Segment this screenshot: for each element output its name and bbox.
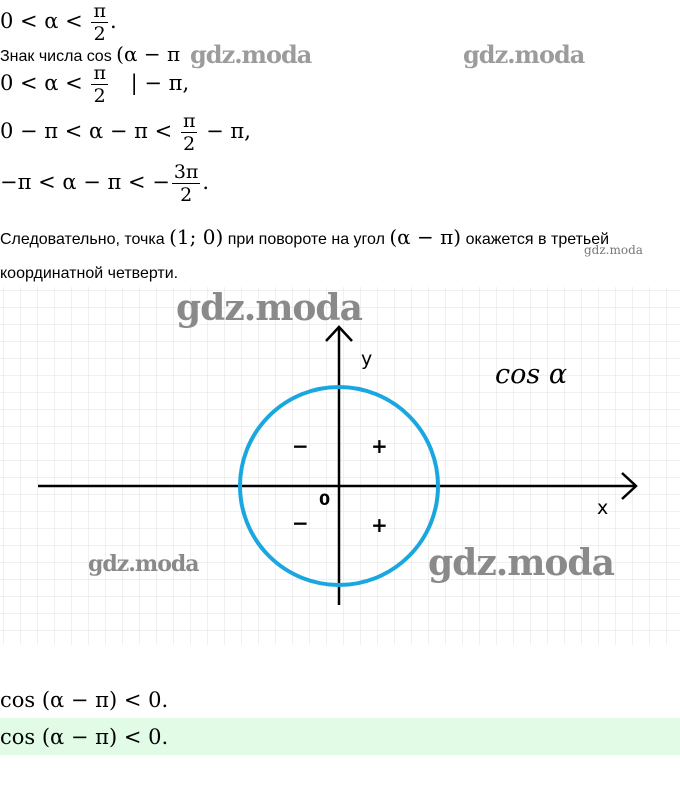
- origin-label: 0: [319, 490, 331, 509]
- fraction-pi-over-2: [91, 0, 108, 45]
- inequality-line-3: [0, 110, 251, 155]
- quadrant-4-sign: +: [371, 513, 388, 537]
- cos-sign-text: Знак числа cos: [0, 48, 112, 65]
- x-axis-label: x: [597, 497, 609, 519]
- conclusion-text-1: Следовательно, точка: [0, 231, 165, 248]
- watermark: gdz.moda: [88, 551, 199, 577]
- fraction-pi-over-2: [91, 62, 108, 107]
- inequality-line-4: [0, 161, 209, 206]
- inequality-line-2: [0, 62, 189, 107]
- inequality-4-period: .: [202, 170, 210, 194]
- inequality-2-left: 0 < α <: [0, 71, 83, 95]
- quadrant-3-sign: −: [292, 511, 309, 535]
- answer-line: cos (α − π) < 0.: [0, 688, 169, 712]
- cos-sign-math: (α − π: [116, 42, 181, 66]
- fraction-denominator: 2: [93, 85, 106, 107]
- rotation-angle: (α − π): [389, 225, 462, 249]
- function-label: cos α: [495, 359, 568, 390]
- inequality-line-1: [0, 0, 117, 45]
- conclusion-text-2: при повороте на угол: [227, 231, 385, 248]
- fraction-pi-over-2: [181, 110, 198, 155]
- fraction-numerator: π: [182, 110, 196, 132]
- fraction-numerator: π: [93, 62, 106, 84]
- quadrant-1-sign: +: [371, 434, 388, 458]
- conclusion-line-2: координатной четверти.: [0, 265, 179, 282]
- fraction-denominator: 2: [180, 184, 193, 206]
- inequality-4-left: −π < α − π < −: [0, 170, 170, 194]
- conclusion-line-1: [0, 220, 680, 257]
- inequality-3-right: − π,: [206, 119, 251, 143]
- inequality-1-period: .: [109, 9, 117, 33]
- fraction-denominator: 2: [183, 133, 196, 155]
- fraction-numerator: 3π: [173, 161, 199, 183]
- fraction-3pi-over-2: [172, 161, 201, 206]
- answer-highlighted: cos (α − π) < 0.: [0, 725, 169, 749]
- watermark: gdz.moda: [190, 40, 312, 69]
- point-coordinates: (1; 0): [169, 225, 224, 249]
- inequality-2-right: | − π,: [130, 71, 190, 95]
- inequality-1-left: 0 < α <: [0, 9, 83, 33]
- fraction-denominator: 2: [93, 23, 106, 45]
- conclusion-paragraph: [0, 220, 680, 291]
- inequality-3-left: 0 − π < α − π <: [0, 119, 173, 143]
- watermark: gdz.moda: [428, 542, 614, 584]
- watermark: gdz.moda: [176, 287, 362, 329]
- conclusion-text-3: окажется в третьей: [465, 231, 610, 248]
- watermark-small: gdz.moda: [584, 243, 643, 257]
- quadrant-2-sign: −: [292, 434, 309, 458]
- unit-circle-figure: [0, 287, 680, 645]
- y-axis-label: y: [361, 348, 373, 370]
- watermark: gdz.moda: [463, 40, 585, 69]
- fraction-numerator: π: [93, 0, 106, 22]
